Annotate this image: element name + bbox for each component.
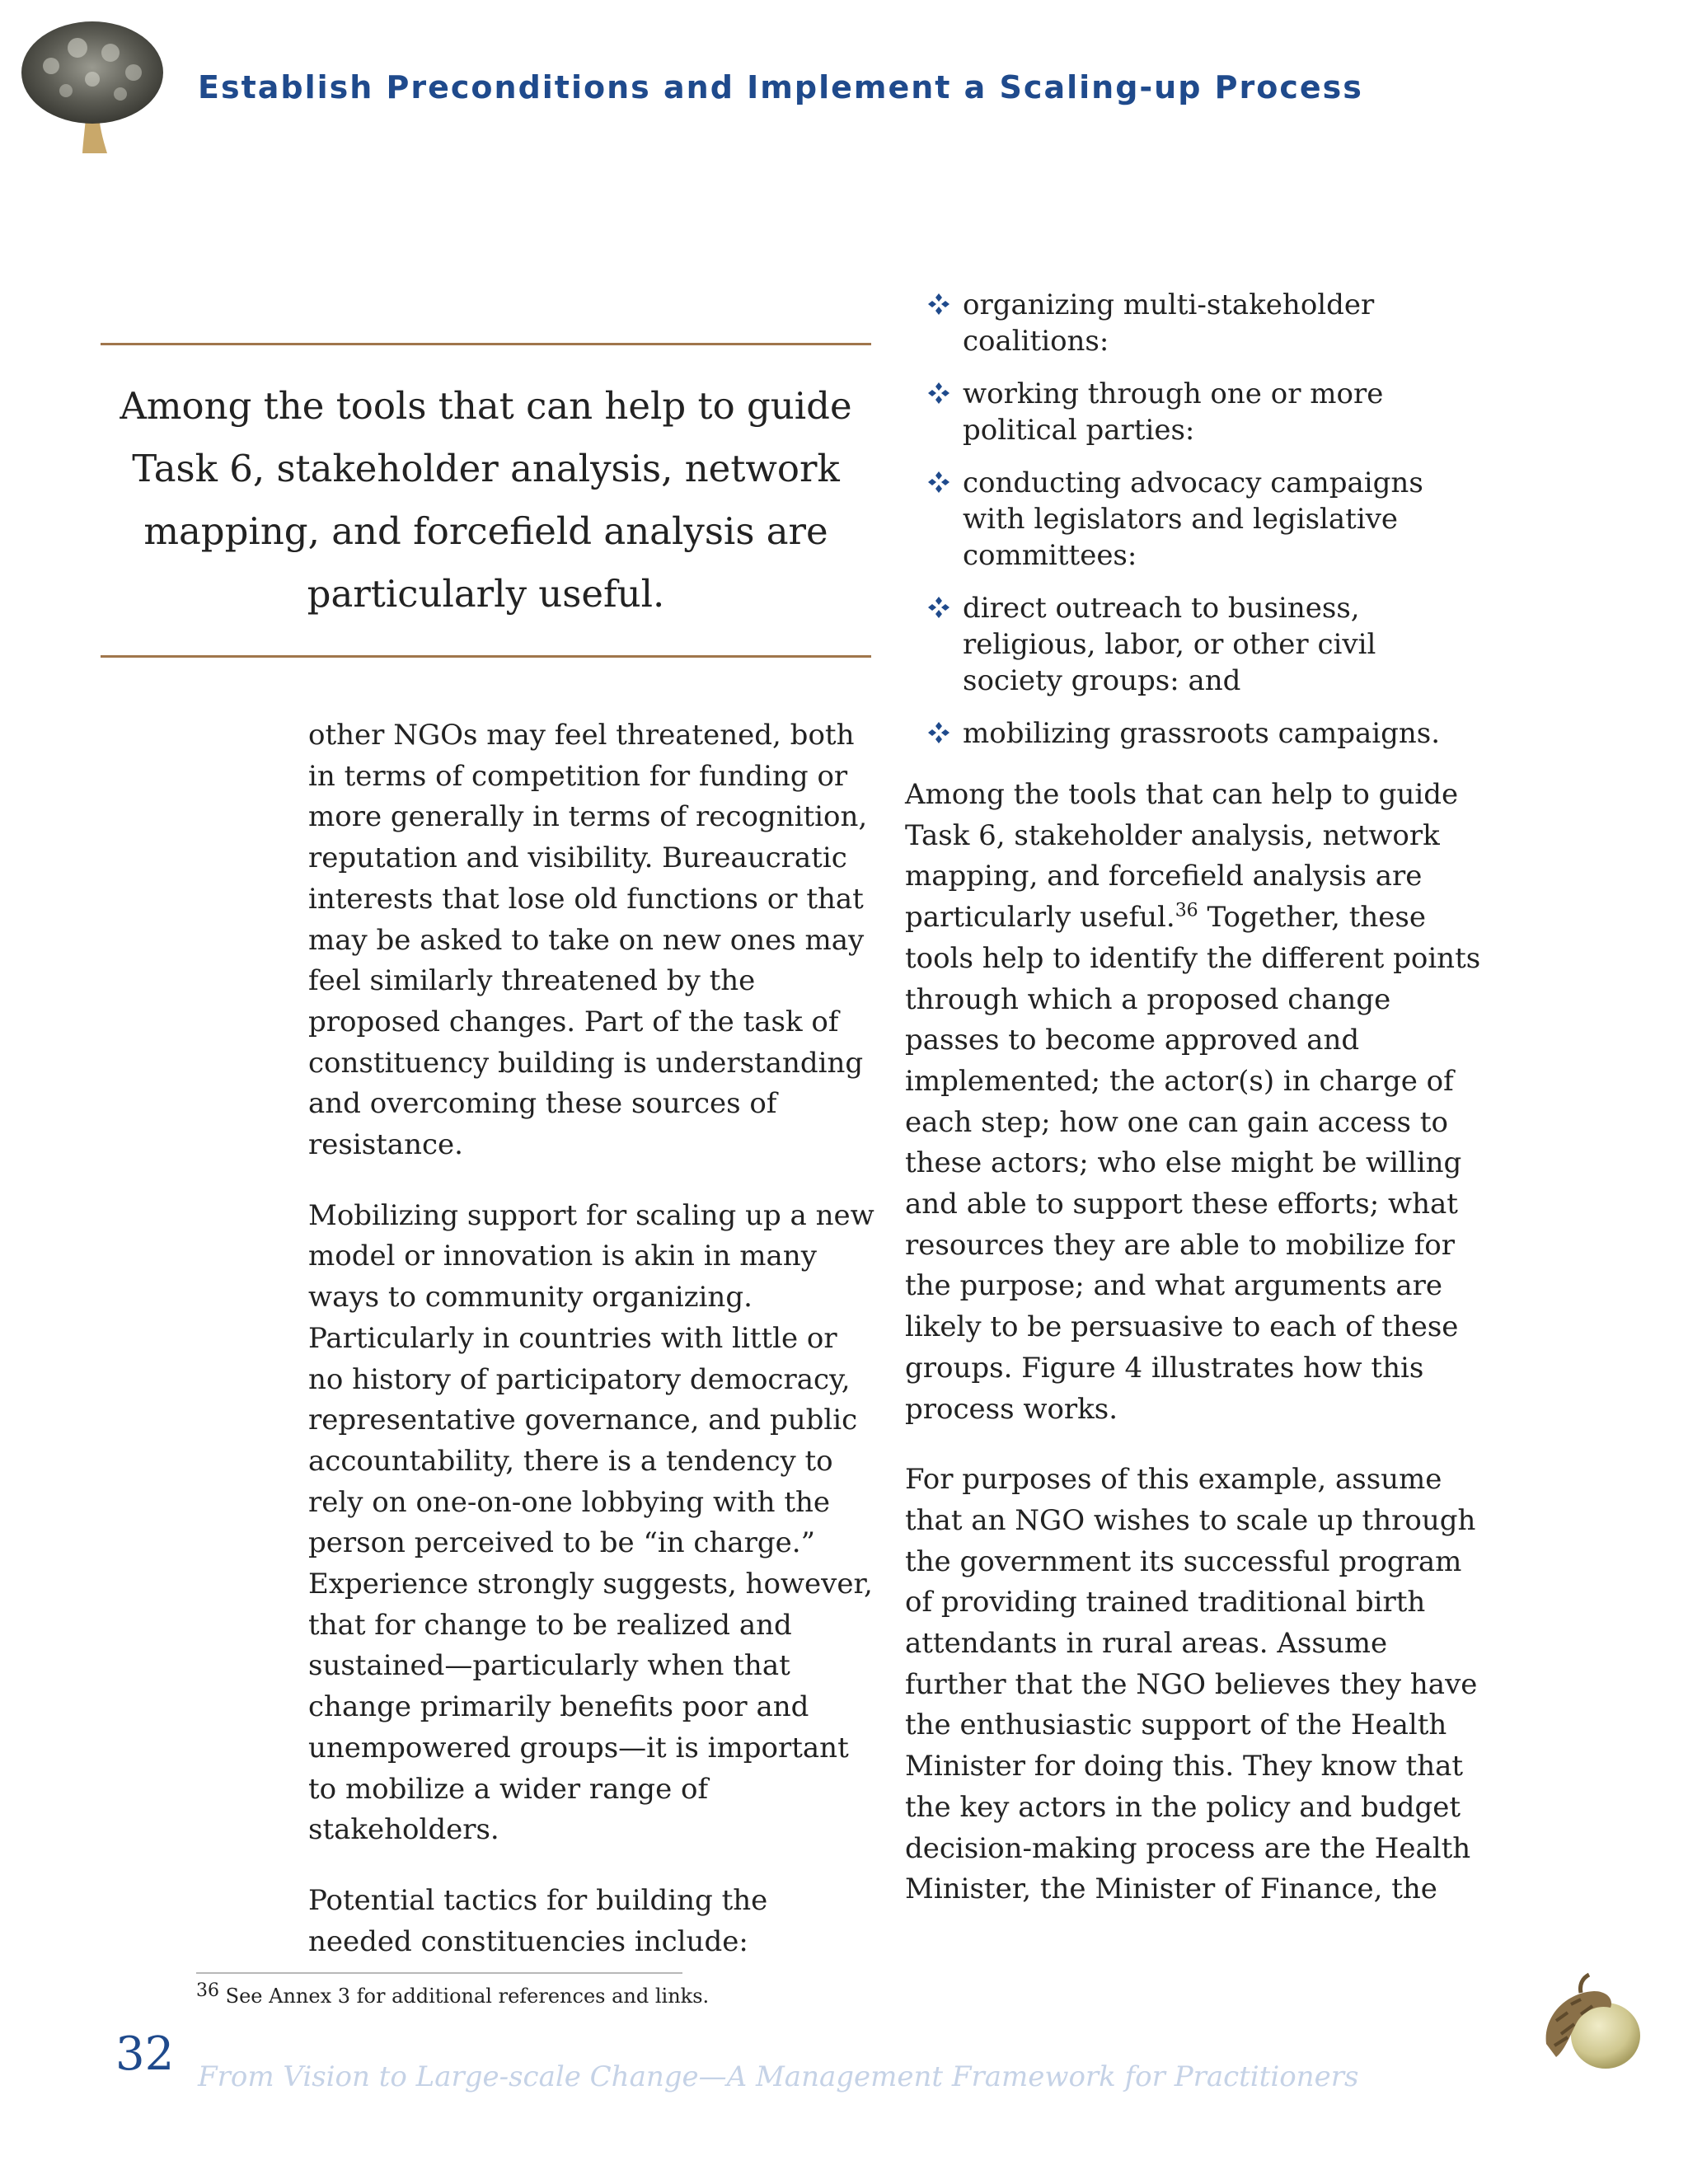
diamond-bullet-icon (926, 720, 951, 745)
footnote (196, 1980, 710, 2008)
pullquote-top-rule (101, 343, 871, 345)
right-column (905, 287, 1482, 1940)
bullet-text: organizing multi-stakeholder coalitions: (963, 288, 1375, 358)
body-paragraph: other NGOs may feel threatened, both in terms of competition for funding or more generally in terms of recognition, reputation and visibility. Bureaucratic interests that lose old functions or that may be asked to take on new ones may feel similarly threatened by the proposed changes. Part of the task of constituency building is understanding and overcoming these sources of resistance. (308, 719, 868, 1162)
page-number: 32 (115, 2027, 175, 2081)
diamond-bullet-icon (926, 470, 951, 494)
footnote-number: 36 (196, 1980, 219, 2001)
list-item (905, 376, 1482, 448)
pullquote-line: Among the tools that can help to guide (120, 384, 852, 428)
pullquote (101, 375, 871, 626)
pullquote-line: mapping, and forcefield analysis are (143, 509, 828, 553)
footnote-text: See Annex 3 for additional references and links. (225, 1985, 710, 2008)
footnote-rule (196, 1972, 682, 1974)
body-paragraph: Mobilizing support for scaling up a new model or innovation is akin in many ways to community organizing. Particularly in countries with little or no history of participatory democracy, representative governance, and public accountability, there is a tendency to rely on one-on-one lobbying with the person perceived to be “in charge.” Experience strongly suggests, however, that for change to be realized and sustained—particularly when that change primarily benefits poor and unempowered groups—it is important to mobilize a wider range of stakeholders. (308, 1198, 874, 1847)
pullquote-bottom-rule (101, 655, 871, 658)
list-item (905, 590, 1482, 699)
acorn-icon (1531, 1971, 1647, 2079)
left-column (308, 715, 877, 1992)
paragraph-text: Together, these tools help to identify the different points through which a proposed change passes to become approved and implemented; the actor(s) in charge of each step; how one can gain access to these actors; who else might be willing and able to support these efforts; what resources they are able to mobilize for the purpose; and what arguments are likely to be persuasive to each of these groups. Figure 4 illustrates how this process works. (905, 901, 1481, 1426)
pullquote-line: Task 6, stakeholder analysis, network (132, 447, 840, 490)
bullet-text: working through one or more political parties: (963, 377, 1384, 447)
bullet-text: conducting advocacy campaigns with legislators and legislative committees: (963, 466, 1423, 572)
body-paragraph: Potential tactics for building the needed constituencies include: (308, 1883, 768, 1958)
list-item (905, 465, 1482, 574)
tactics-list (905, 287, 1482, 752)
body-paragraph (905, 775, 1482, 1430)
footnote-ref[interactable]: 36 (1175, 900, 1198, 921)
list-item (905, 715, 1482, 752)
diamond-bullet-icon (926, 595, 951, 620)
bullet-text: mobilizing grassroots campaigns. (963, 717, 1441, 750)
diamond-bullet-icon (926, 292, 951, 316)
pullquote-line: particularly useful. (307, 572, 665, 616)
footer-text: From Vision to Large-scale Change—A Management Framework for Practitioners (198, 2060, 1359, 2093)
list-item (905, 287, 1482, 359)
paragraph-text: Among the tools that can help to guide Task 6, stakeholder analysis, network mapping, and forcefield analysis are particularly useful. (905, 778, 1459, 935)
tree-icon (18, 15, 166, 155)
body-paragraph: For purposes of this example, assume that an NGO wishes to scale up through the government its successful program of providing trained traditional birth attendants in rural areas. Assume further that the NGO believes they have the enthusiastic support of the Health Minister for doing this. They know that the key actors in the policy and budget decision-making process are the Health Minister, the Minister of Finance, the (905, 1463, 1478, 1906)
header-title: Establish Preconditions and Implement a Scaling-up Process (198, 69, 1363, 105)
bullet-text: direct outreach to business, religious, labor, or other civil society groups: and (963, 592, 1376, 697)
diamond-bullet-icon (926, 381, 951, 405)
